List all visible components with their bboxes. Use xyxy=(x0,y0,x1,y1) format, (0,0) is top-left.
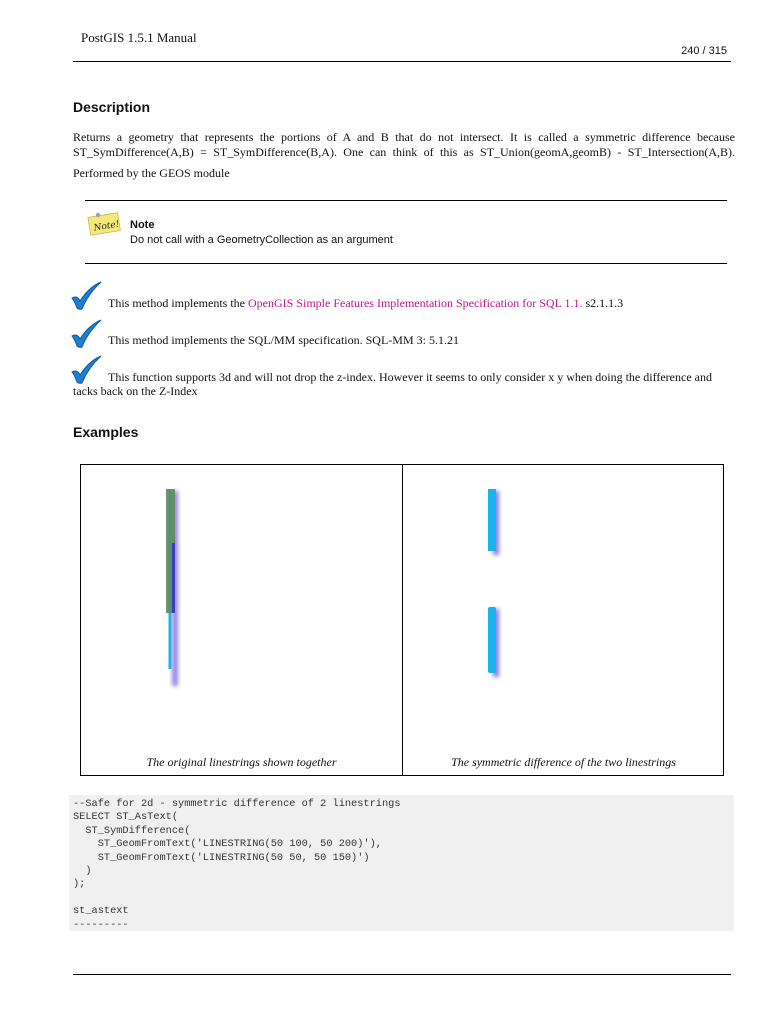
footer-rule xyxy=(73,974,731,975)
header-rule xyxy=(73,61,731,62)
examples-heading: Examples xyxy=(73,424,139,440)
symdifference-figure xyxy=(461,483,541,693)
symdiff-segment-top xyxy=(488,489,496,551)
compliance-ogc-text xyxy=(108,296,623,310)
compliance-sqlmm-text: This method implements the SQL/MM specification. SQL-MM 3: 5.1.21 xyxy=(108,333,459,347)
caption-right: The symmetric difference of the two linestrings xyxy=(451,755,676,769)
note-icon xyxy=(86,209,122,237)
original-linestrings-figure xyxy=(141,483,221,693)
ogc-spec-link[interactable]: OpenGIS Simple Features Implementation Specification for SQL 1.1. xyxy=(247,296,583,310)
description-paragraph: Returns a geometry that represents the portions of A and B that do not intersect. It is called a symmetric difference because ST_SymDifference(A,B) = ST_SymDifference(B,A). One can think of this as ST_Union(geomA,geomB) - ST_Intersection(A,B). xyxy=(73,130,735,159)
note-bottom-rule xyxy=(85,263,727,264)
note-top-rule xyxy=(85,200,727,201)
checkmark-icon xyxy=(70,319,104,349)
symdiff-segment-bottom xyxy=(488,607,496,673)
compliance-3d-text: This function supports 3d and will not drop the z-index. However it seems to only consider x y when doing the difference and tacks back on the Z-Index xyxy=(73,370,712,398)
example-figure-table xyxy=(80,464,724,776)
figure-divider xyxy=(402,465,403,775)
caption-left: The original linestrings shown together xyxy=(146,755,337,769)
performed-by-text: Performed by the GEOS module xyxy=(73,166,230,180)
code-block xyxy=(69,795,734,931)
svg-text:Note!: Note! xyxy=(92,219,121,234)
note-title: Note xyxy=(130,219,155,231)
description-heading: Description xyxy=(73,99,151,115)
checkmark-icon xyxy=(70,281,104,311)
page-number: 240 / 315 xyxy=(681,45,727,57)
manual-title: PostGIS 1.5.1 Manual xyxy=(81,30,197,45)
compliance-ogc-suffix: s2.1.1.3 xyxy=(582,296,624,310)
compliance-ogc-prefix: This method implements the xyxy=(108,296,248,310)
code-text: --Safe for 2d - symmetric difference of 2 linestrings SELECT ST_AsText( ST_SymDifference( ST_GeomFromText('LINESTRING(50 100, 50 200)'), ST_GeomFromText('LINESTRING(50 50, 50 150)') ) ); st_astext --------- xyxy=(73,798,401,931)
note-text: Do not call with a GeometryCollection as an argument xyxy=(130,234,393,246)
linestring-overlap xyxy=(172,543,175,613)
